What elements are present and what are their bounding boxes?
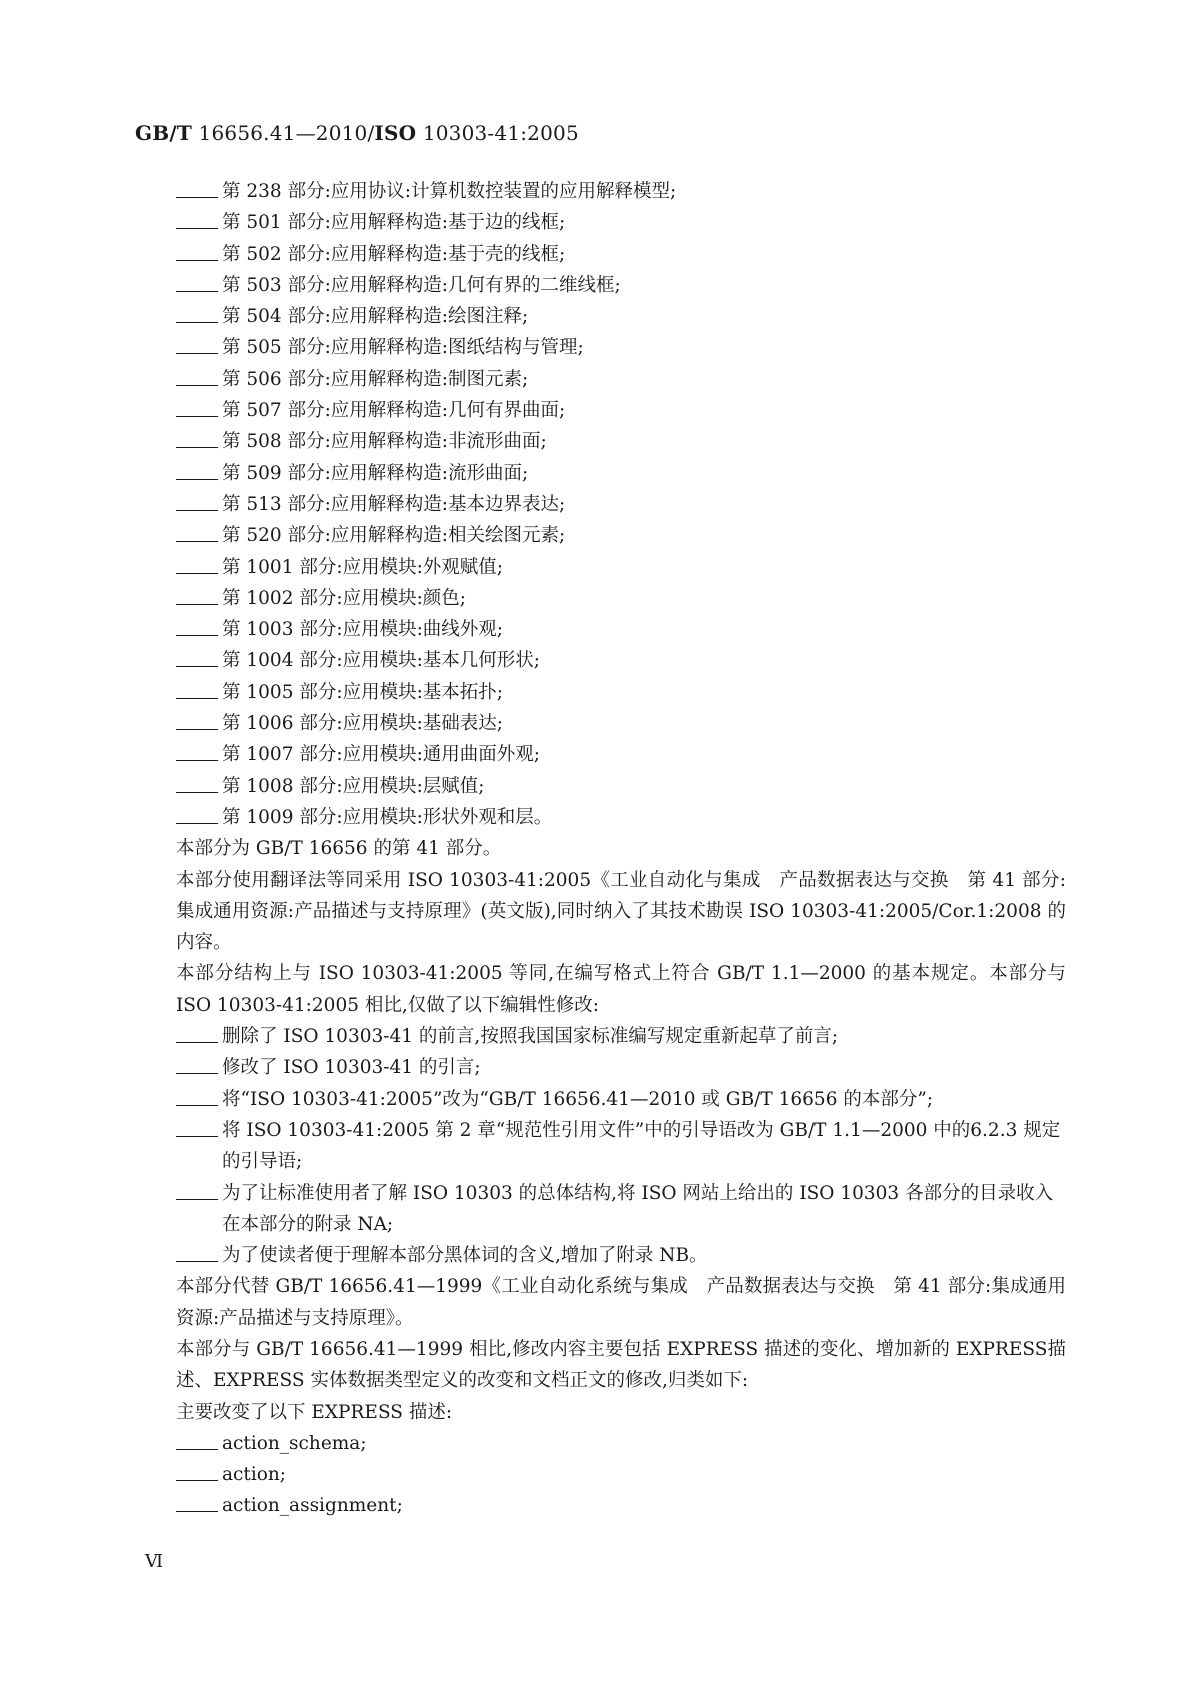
list-item: action; [222, 1464, 287, 1486]
list-item: 第 504 部分:应用解释构造:绘图注释; [222, 306, 529, 328]
list-item: 第 505 部分:应用解释构造:图纸结构与管理; [222, 337, 584, 359]
paragraph-compare: 本部分与 GB/T 16656.41—1999 相比,修改内容主要包括 EXPRESS 描述的变化、增加新的 EXPRESS描述、EXPRESS 实体数据类型定义的改变和文档正文的修改,归类如下: [176, 1338, 1066, 1392]
header-iso-code: 10303-41:2005 [422, 121, 579, 145]
list-item: 第 501 部分:应用解释构造:基于边的线框; [222, 212, 566, 234]
list-item: 将“ISO 10303-41:2005”改为“GB/T 16656.41—2010 或 GB/T 16656 的本部分”; [222, 1088, 934, 1110]
list-item: 第 513 部分:应用解释构造:基本边界表达; [222, 493, 566, 515]
list-item: 第 503 部分:应用解释构造:几何有界的二维线框; [222, 274, 621, 296]
paragraph-replace: 本部分代替 GB/T 16656.41—1999《工业自动化系统与集成 产品数据表达与交换 第 41 部分:集成通用资源:产品描述与支持原理》。 [176, 1276, 1066, 1329]
list-item: 第 238 部分:应用协议:计算机数控装置的应用解释模型; [222, 181, 677, 202]
list-item: 为了使读者便于理解本部分黑体词的含义,增加了附录 NB。 [222, 1245, 708, 1267]
header-iso-label: ISO [374, 121, 417, 145]
list-item: 第 1004 部分:应用模块:基本几何形状; [222, 650, 541, 672]
list-item: 第 1001 部分:应用模块:外观赋值; [222, 556, 504, 578]
list-item: action_schema; [222, 1432, 367, 1454]
list-item: 第 1005 部分:应用模块:基本拓扑; [222, 681, 504, 703]
list-item: action_assignment; [222, 1495, 403, 1517]
list-item: 为了让标准使用者了解 ISO 10303 的总体结构,将 ISO 网站上给出的 ISO 10303 各部分的目录收入在本部分的附录 NA; [222, 1182, 1054, 1235]
list-item: 第 1009 部分:应用模块:形状外观和层。 [222, 806, 553, 828]
list-item: 第 508 部分:应用解释构造:非流形曲面; [222, 431, 547, 453]
paragraph-part: 本部分为 GB/T 16656 的第 41 部分。 [176, 838, 502, 860]
paragraph-translation: 本部分使用翻译法等同采用 ISO 10303-41:2005《工业自动化与集成 产品数据表达与交换 第 41 部分:集成通用资源:产品描述与支持原理》(英文版),同时纳入了其技术勘误 ISO 10303-41:2005/Cor.1:2008 的内容。 [176, 869, 1066, 954]
list-item: 第 506 部分:应用解释构造:制图元素; [222, 368, 529, 390]
list-item: 第 520 部分:应用解释构造:相关绘图元素; [222, 525, 566, 547]
list-item: 第 502 部分:应用解释构造:基于壳的线框; [222, 243, 566, 265]
page-number: Ⅵ [145, 1551, 164, 1572]
list-item: 删除了 ISO 10303-41 的前言,按照我国国家标准编写规定重新起草了前言; [222, 1026, 839, 1048]
list-item: 修改了 ISO 10303-41 的引言; [222, 1057, 481, 1079]
page-body [176, 176, 1066, 1522]
list-item: 第 1002 部分:应用模块:颜色; [222, 587, 467, 609]
paragraph-main: 主要改变了以下 EXPRESS 描述: [176, 1401, 453, 1423]
list-item: 将 ISO 10303-41:2005 第 2 章“规范性引用文件”中的引导语改为 GB/T 1.1—2000 中的6.2.3 规定的引导语; [222, 1119, 1061, 1173]
paragraph-structure: 本部分结构上与 ISO 10303-41:2005 等同,在编写格式上符合 GB/T 1.1—2000 的基本规定。本部分与 ISO 10303-41:2005 相比,仅做了以下编辑性修改: [176, 963, 1066, 1016]
header-code: 16656.41—2010/ [198, 121, 375, 145]
list-item: 第 1003 部分:应用模块:曲线外观; [222, 619, 504, 641]
list-item: 第 509 部分:应用解释构造:流形曲面; [222, 462, 529, 484]
header-standard: GB/T [135, 121, 192, 145]
list-item: 第 507 部分:应用解释构造:几何有界曲面; [222, 400, 566, 422]
document-header [135, 121, 579, 145]
list-item: 第 1008 部分:应用模块:层赋值; [222, 775, 485, 797]
list-item: 第 1007 部分:应用模块:通用曲面外观; [222, 744, 541, 766]
list-item: 第 1006 部分:应用模块:基础表达; [222, 713, 504, 735]
